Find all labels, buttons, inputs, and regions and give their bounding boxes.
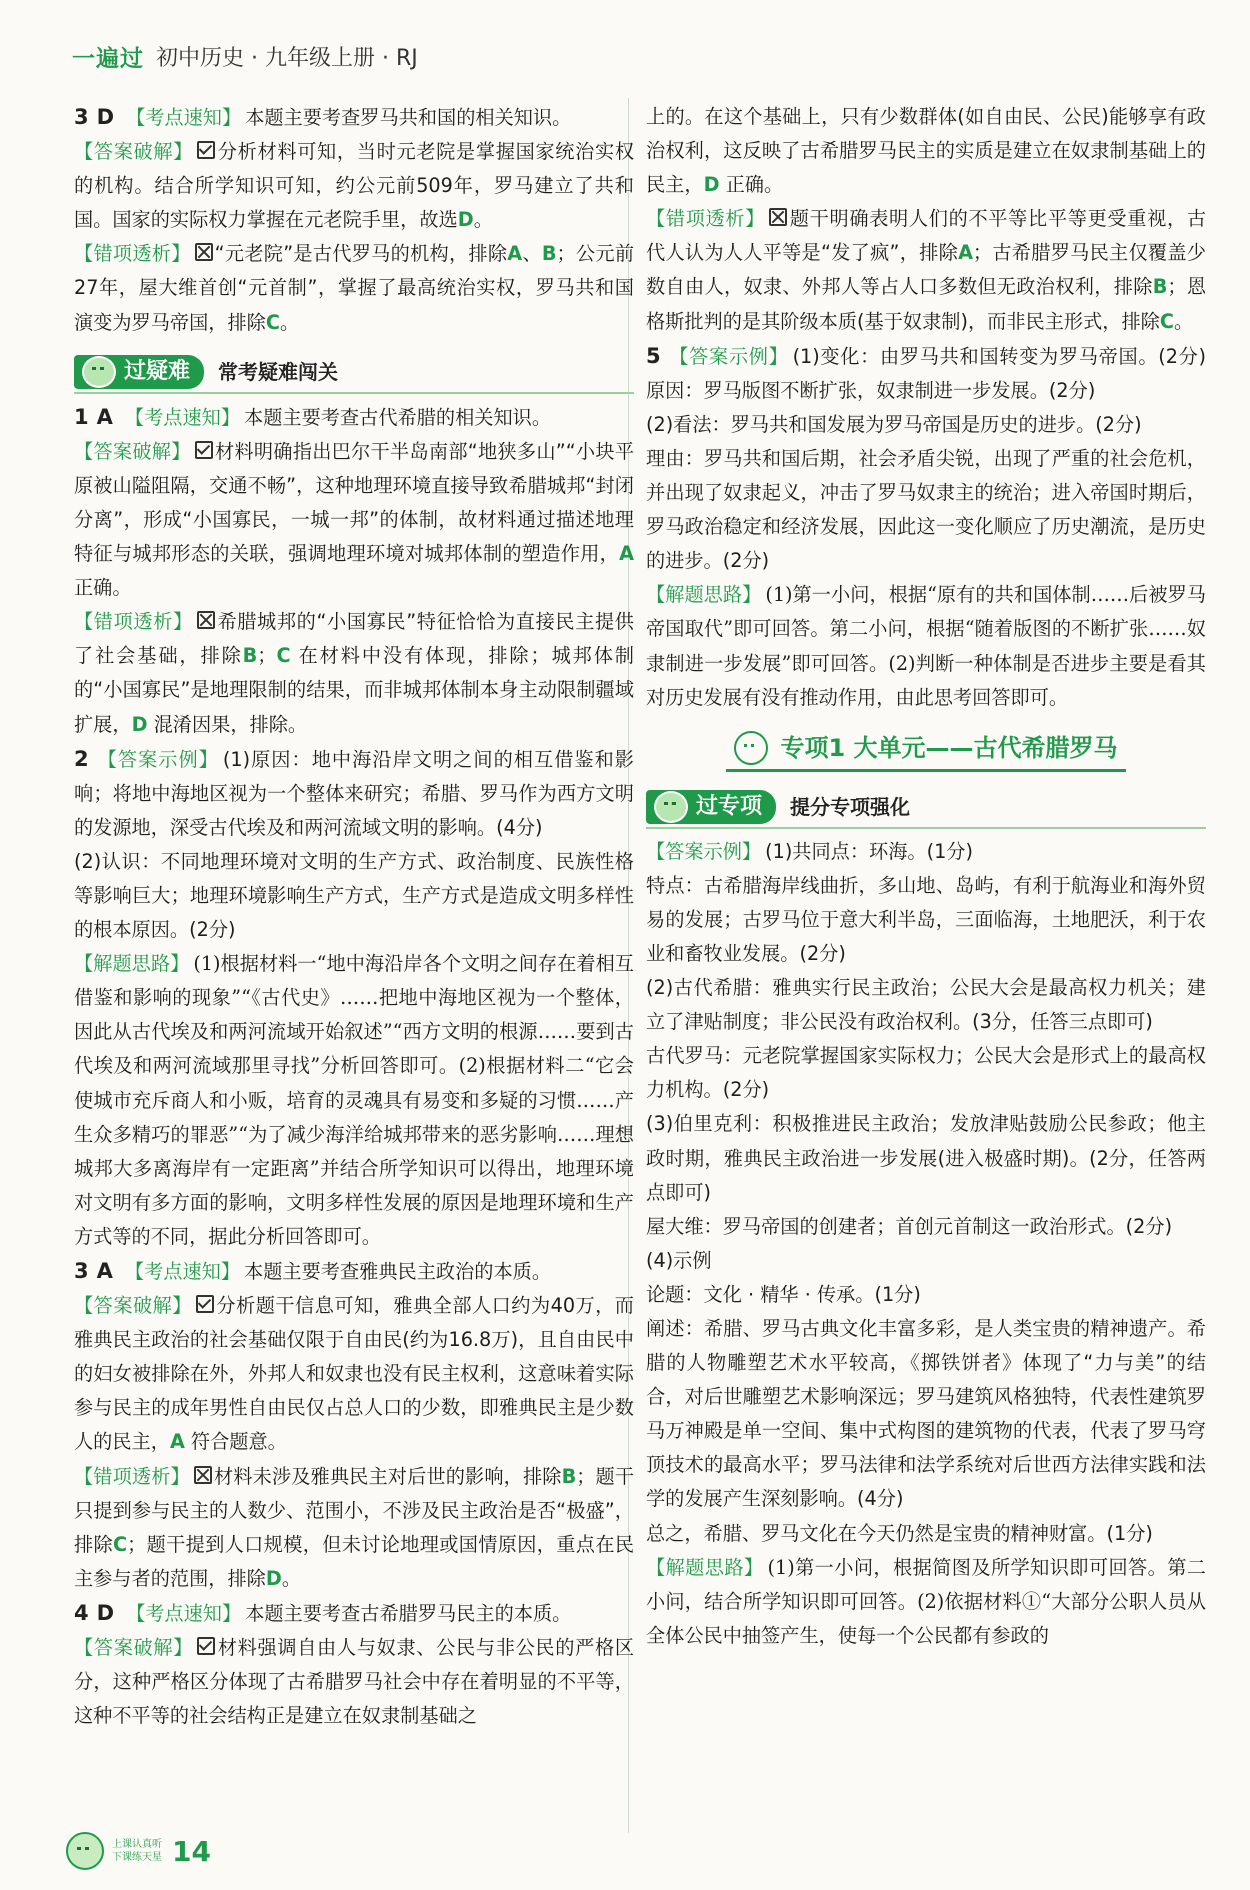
brand-logo-text: 一遍过 [72,45,144,72]
section-label: 过专项 [696,793,763,819]
analysis-text: 分析材料可知，当时元老院是掌握国家统治实权的机构。结合所学知识可知，约公元前509年，罗马建立了共和国。国家的实际权力掌握在元老院手里，故选 [74,140,635,232]
option-highlight: D [131,712,148,736]
answer-1-greece [74,400,634,435]
analysis-text-end: 正确。 [74,576,132,600]
wrong-text-end: 。 [1173,309,1194,333]
analysis-paragraph [74,1631,634,1733]
wrong-text: 题干明确表明人们的不平等比平等更受重视，古代人认为人人平等是“发了疯”，排除 [646,207,1207,265]
analysis-text: 分析题干信息可知，雅典全部人口约为40万，而雅典民主政治的社会基础仅限于自由民(约为16.8万)，且自由民中的妇女被排除在外，外邦人和奴隶也没有民主权利，这意味着实际参与民主的成年男性自由民仅占总人口的少数，即雅典民主是少数人的民主， [74,1294,634,1454]
tag-cuoxiang: 【错项透析】 [74,242,191,266]
answer-4-continued [646,100,1206,202]
option-highlight: C [113,1532,128,1556]
thinking-paragraph [74,947,634,1254]
answer-text: 古代罗马：元老院掌握国家实际权力；公民大会是形式上的最高权力机构。(2分) [646,1044,1206,1102]
page-footer [66,1832,211,1870]
special-topic-title [726,731,1125,772]
wrong-option-paragraph [646,202,1206,338]
special-answer [646,835,1206,869]
tag-cuoxiang: 【错项透析】 [646,207,766,231]
option-highlight: A [507,242,523,266]
question-number: 4 [74,1600,89,1625]
question-number: 3 [74,105,89,129]
option-highlight: C [265,310,280,334]
thinking-text: (1)第一小问，根据“原有的共和国体制……后被罗马帝国取代”即可回答。第二小问，根据“随着版图的不断扩张……奴隶制进一步发展”即可回答。(2)判断一种体制是否进步主要是看其对历史发展有没有推动作用，由此思考回答即可。 [646,583,1206,709]
kaodian-text: 本题主要考查罗马共和国的相关知识。 [245,106,572,129]
question-number: 3 [74,1259,89,1283]
tag-poxi: 【答案破解】 [74,1294,192,1318]
analysis-text: 材料明确指出巴尔干半岛南部“地狭多山”“小块平原被山隘阻隔，交通不畅”，这种地理环境直接导致希腊城邦“封闭分离”，形成“小国寡民，一城一邦”的体制，故材料通过描述地理特征与城邦形态的关联，强调地理环境对城邦体制的塑造作用， [74,439,635,566]
wrong-text: ；题干只提到参与民主的人数少、范围小，不涉及民主政治是否“极盛”，排除 [74,1464,635,1556]
answer-letter: D [96,1600,115,1625]
mascot-icon [734,731,768,765]
section-banner-difficult [74,352,634,394]
answer-2 [74,742,634,845]
answer-letter: D [96,105,115,129]
section-subtitle: 常考疑难闯关 [218,359,339,384]
answer-text: (2)看法：罗马共和国发展为罗马帝国是历史的进步。(2分) [646,412,1142,436]
wrong-text: ；古希腊罗马民主仅覆盖少数自由人，奴隶、外邦人等占人口多数但无政治权利，排除 [646,241,1206,299]
wrong-text: ；公元前27年，屋大维首创“元首制”，掌握了最高统治实权，罗马共和国演变为罗马帝国，排除 [74,242,635,334]
thinking-text: (1)第一小问，根据简图及所学知识即可回答。第二小问，结合所学知识即可回答。(2)依据材料①“大部分公职人员从全体公民中抽签产生，使每一个公民都有参政的 [646,1555,1206,1647]
answer-text: (2)古代希腊：雅典实行民主政治；公民大会是最高权力机关；建立了津贴制度；非公民没有政治权利。(3分，任答三点即可) [646,976,1206,1034]
answer-text: (3)伯里克利：积极推进民主政治；发放津贴鼓励公民参政；他主政时期，雅典民主政治进一步发展(进入极盛时期)。(2分，任答两点即可) [646,1112,1206,1204]
answer-text: (1)原因：地中海沿岸文明之间的相互借鉴和影响；将地中海地区视为一个整体来研究；希腊、罗马作为西方文明的发源地，深受古代埃及和两河流域文明的影响。(4分) [74,747,634,839]
section-banner-special [646,787,1206,829]
mascot-logo-icon [66,1832,104,1870]
analysis-text: 材料强调自由人与奴隶、公民与非公民的严格区分，这种严格区分体现了古希腊罗马社会中存在着明显的不平等，这种不平等的社会结构正是建立在奴隶制基础之 [74,1636,635,1728]
answer-4 [74,1596,634,1631]
thinking-paragraph [646,578,1206,714]
answer-letter: A [96,404,113,429]
option-highlight: A [958,241,973,265]
check-icon [195,441,213,459]
footer-slogan [112,1838,162,1864]
answer-text: 屋大维：罗马帝国的创建者；首创元首制这一政治形式。(2分) [646,1214,1173,1238]
analysis-paragraph [74,1289,634,1459]
option-highlight: B [561,1464,577,1488]
tag-poxi: 【答案破解】 [74,140,194,164]
thinking-text: (1)根据材料一“地中海沿岸各个文明之间存在着相互借鉴和影响的现象”“《古代史》……把地中海地区视为一个整体，因此从古代埃及和两河流域开始叙述”“西方文明的根源……要到古代埃及和两河流域那里寻找”分析回答即可。(2)根据材料二“它会使城市充斥商人和小贩，培育的灵魂具有易变和多疑的习惯……产生众多精巧的罪恶”“为了减少海洋给城邦带来的恶劣影响……理想城邦大多离海岸有一定距离”并结合所学知识可以得出，地理环境对文明有多方面的影响，文明多样性发展的原因是地理环境和生产方式等的不同，据此分析回答即可。 [74,952,634,1248]
question-number: 2 [74,746,89,771]
cross-icon [194,1466,212,1484]
section-badge [74,355,204,389]
tag-poxi: 【答案破解】 [74,1636,194,1660]
tag-shili: 【答案示例】 [96,747,219,771]
answer-5 [646,339,1206,408]
tag-kaodian: 【考点速知】 [126,106,242,129]
tag-shili: 【答案示例】 [668,344,789,368]
option-highlight: B [1152,275,1168,299]
answer-text: 特点：古希腊海岸线曲折，多山地、岛屿，有利于航海业和海外贸易的发展；古罗马位于意大利半岛，三面临海，土地肥沃，利于农业和畜牧业发展。(2分) [646,873,1206,965]
thinking-paragraph [646,1551,1206,1653]
left-column [74,100,634,1733]
answer-highlight: D [457,208,474,232]
wrong-text: ；恩格斯批判的是其阶级本质(基于奴隶制)，而非民主形式，排除 [646,275,1207,333]
analysis-text-end: 。 [473,208,493,232]
separator: 、 [522,242,542,266]
tag-silu: 【解题思路】 [646,1555,764,1579]
tag-shili: 【答案示例】 [646,839,762,863]
wrong-text-end: 混淆因果，排除。 [147,712,308,736]
answer-3-roman-republic [74,100,634,135]
option-highlight: D [265,1566,282,1590]
wrong-text: 希腊城邦的“小国寡民”特征恰恰为直接民主提供了社会基础，排除 [74,610,634,668]
cross-icon [197,611,215,629]
check-icon [197,141,215,159]
tag-poxi: 【答案破解】 [74,439,191,463]
right-column [646,100,1206,1653]
wrong-option-paragraph [74,1460,634,1596]
wrong-text: “元老院”是古代罗马的机构，排除 [214,242,508,266]
wrong-text-end: 。 [279,310,300,334]
check-icon [196,1295,214,1313]
section-subtitle: 提分专项强化 [790,794,911,819]
answer-highlight: D [703,173,720,197]
answer-text: 理由：罗马共和国后期，社会矛盾尖锐，出现了严重的社会危机，并出现了奴隶起义，冲击了罗马奴隶主的统治；进入帝国时期后，罗马政治稳定和经济发展，因此这一变化顺应了历史潮流，是历史的进步。(2分) [646,446,1206,573]
tag-kaodian: 【考点速知】 [126,1601,242,1625]
analysis-paragraph [74,135,634,237]
answer-text: 论题：文化 · 精华 · 传承。(1分) [646,1282,921,1306]
tag-silu: 【解题思路】 [646,583,762,607]
wrong-text-end: 。 [281,1566,301,1590]
kaodian-text: 本题主要考查古代希腊的相关知识。 [244,405,552,429]
tag-cuoxiang: 【错项透析】 [74,1464,190,1488]
wrong-text: ； [257,644,277,668]
kaodian-text: 本题主要考查古希腊罗马民主的本质。 [245,1601,572,1625]
answer-3-athens [74,1254,634,1289]
special-topic-label: 专项1 大单元——古代希腊罗马 [780,734,1118,763]
section-badge [646,790,776,824]
tag-silu: 【解题思路】 [74,952,190,976]
check-icon [197,1637,215,1655]
section-label: 过疑难 [124,358,191,384]
option-highlight: C [276,644,291,668]
special-topic-heading [646,729,1206,775]
wrong-text: 材料未涉及雅典民主对后世的影响，排除 [213,1464,562,1488]
slogan-line: 上课认真听 [112,1839,162,1850]
answer-highlight: A [619,542,634,566]
analysis-text-end: 符合题意。 [184,1430,287,1454]
analysis-text-end: 正确。 [719,173,784,197]
wrong-option-paragraph [74,605,634,741]
tag-cuoxiang: 【错项透析】 [74,610,193,634]
answer-text: (4)示例 [646,1248,712,1272]
tag-kaodian: 【考点速知】 [124,1260,241,1283]
analysis-paragraph [74,435,634,605]
book-title: 初中历史 · 九年级上册 · RJ [156,45,418,71]
answer-letter: A [96,1259,113,1283]
option-highlight: B [242,644,258,668]
wrong-option-paragraph [74,237,634,339]
mascot-icon [82,356,116,388]
wrong-text: ；题干提到人口规模，但未讨论地理或国情原因，重点在民主参与者的范围，排除 [74,1532,635,1590]
analysis-text: 上的。在这个基础上，只有少数群体(如自由民、公民)能够享有政治权利，这反映了古希腊罗马民主的实质是建立在奴隶制基础上的民主， [646,105,1206,197]
page-header [72,36,418,76]
question-number: 5 [646,343,661,368]
kaodian-text: 本题主要考查雅典民主政治的本质。 [244,1260,552,1283]
answer-text: (2)认识：不同地理环境对文明的生产方式、政治制度、民族性格等影响巨大；地理环境影响生产方式，生产方式是造成文明多样性的根本原因。(2分) [74,849,634,942]
cross-icon [195,243,213,261]
question-number: 1 [74,404,89,429]
answer-text: (1)变化：由罗马共和国转变为罗马帝国。(2分)原因：罗马版图不断扩张，奴隶制进一步发展。(2分) [646,344,1207,402]
answer-text: 阐述：希腊、罗马古典文化丰富多彩，是人类宝贵的精神遗产。希腊的人物雕塑艺术水平较高，《掷铁饼者》体现了“力与美”的结合，对后世雕塑艺术影响深远；罗马建筑风格独特，代表性建筑罗马万神殿是单一空间、集中式构图的建筑物的代表，代表了罗马穹顶技术的最高水平；罗马法律和法学系统对后世西方法律实践和法学的发展产生深刻影响。(4分) [646,1317,1206,1511]
wrong-text: 在材料中没有体现，排除；城邦体制的“小国寡民”是地理限制的结果，而非城邦体制本身主动限制疆域扩展， [74,644,634,736]
cross-icon [769,208,787,226]
option-highlight: C [1159,309,1174,333]
answer-text: (1)共同点：环海。(1分) [765,839,973,863]
answer-highlight: A [169,1430,185,1454]
page-number: 14 [172,1834,211,1868]
answer-text: 总之，希腊、罗马文化在今天仍然是宝贵的精神财富。(1分) [646,1521,1153,1545]
mascot-icon [654,791,688,823]
tag-kaodian: 【考点速知】 [124,405,241,429]
option-highlight: B [541,242,557,266]
slogan-line: 下课练天星 [112,1852,162,1863]
